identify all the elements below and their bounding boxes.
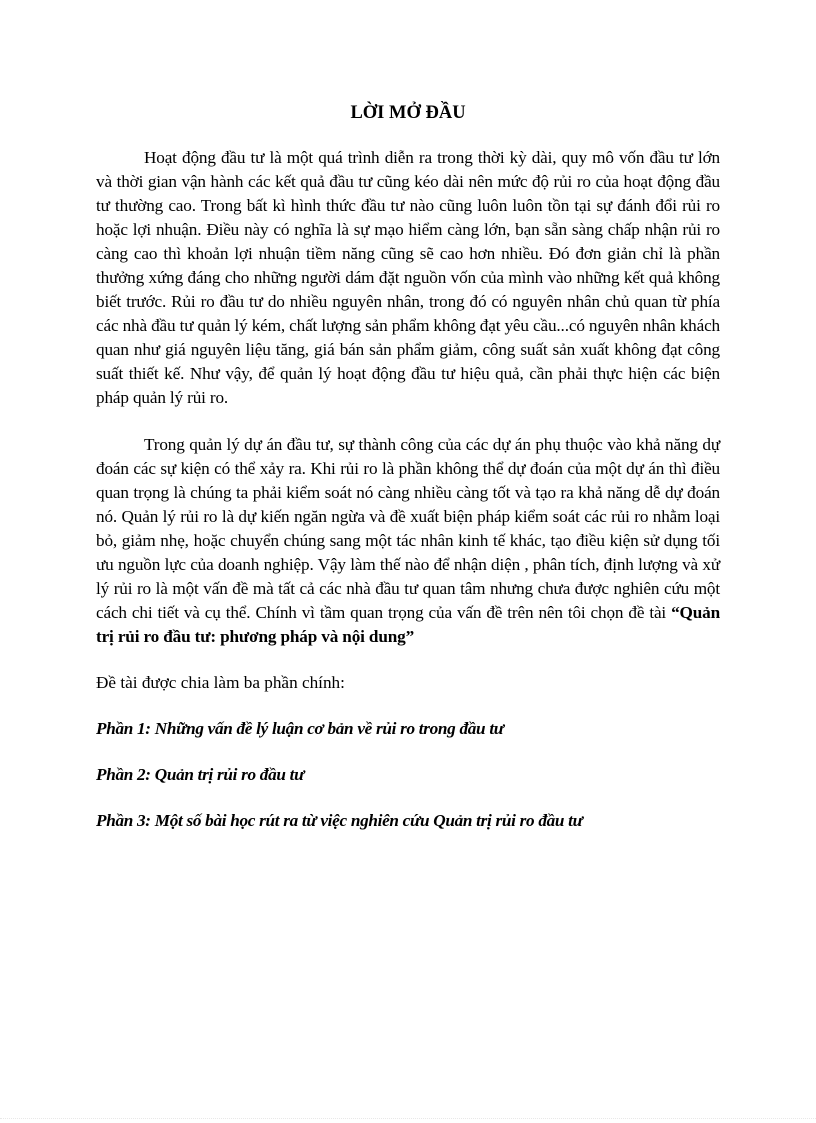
page-title: LỜI MỞ ĐẦU	[350, 103, 466, 123]
page-bottom-border	[0, 1118, 816, 1119]
paragraph-2-text: Trong quản lý dự án đầu tư, sự thành công của các dự án phụ thuộc vào khả năng dự đoán các sự kiện có thể xảy ra. Khi rủi ro là phần không thể dự đoán của một dự án thì điều quan trọng là chúng ta phải kiểm soát nó càng nhiều càng tốt và tạo ra khả năng dễ dự đoán nó. Quản lý rủi ro là dự kiến ngăn ngừa và đề xuất biện pháp kiểm soát các rủi ro nhằm loại bỏ, giảm nhẹ, hoặc chuyển chúng sang một tác nhân kinh tế khác, tạo điều kiện sử dụng tối ưu nguồn lực của doanh nghiệp. Vậy làm thế nào để nhận diện , phân tích, định lượng và xử lý rủi ro là một vấn đề mà tất cả các nhà đầu tư quan tâm nhưng chưa được nghiên cứu một cách chi tiết và cụ thể. Chính vì tầm quan trọng của vấn đề trên nên tôi chọn đề tài	[96, 435, 720, 622]
part-2-heading: Phần 2: Quản trị rủi ro đầu tư	[96, 765, 305, 784]
structure-intro: Đề tài được chia làm ba phần chính:	[96, 673, 345, 692]
thesis-topic-title: “Quản trị rủi ro đầu tư: phương pháp và nội dung”	[96, 603, 720, 646]
document-page	[96, 100, 720, 833]
part-3-heading: Phần 3: Một số bài học rút ra từ việc nghiên cứu Quản trị rủi ro đầu tư	[96, 811, 583, 830]
intro-paragraph-2	[96, 433, 720, 649]
intro-paragraph-1: Hoạt động đầu tư là một quá trình diễn ra trong thời kỳ dài, quy mô vốn đầu tư lớn và thời gian vận hành các kết quả đầu tư cũng kéo dài nên mức độ rủi ro của hoạt động đầu tư thường cao. Trong bất kì hình thức đầu tư nào cũng luôn luôn tồn tại sự đánh đổi rủi ro hoặc lợi nhuận. Điều này có nghĩa là sự mạo hiểm càng lớn, bạn sẵn sàng chấp nhận rủi ro càng cao thì khoản lợi nhuận tiềm năng cũng sẽ cao hơn nhiều. Đó đơn giản chỉ là phần thưởng xứng đáng cho những người dám đặt nguồn vốn của mình vào những kết quả không biết trước. Rủi ro đầu tư do nhiều nguyên nhân, trong đó có nguyên nhân chủ quan từ phía các nhà đầu tư quản lý kém, chất lượng sản phẩm không đạt yêu cầu...có nguyên nhân khách quan như giá nguyên liệu tăng, giá bán sản phẩm giảm, công suất sản xuất không đạt công suất thiết kế. Như vậy, để quản lý hoạt động đầu tư hiệu quả, cần phải thực hiện các biện pháp quản lý rủi ro.	[96, 148, 721, 407]
part-1-heading: Phần 1: Những vấn đề lý luận cơ bản về rủi ro trong đầu tư	[96, 719, 504, 738]
